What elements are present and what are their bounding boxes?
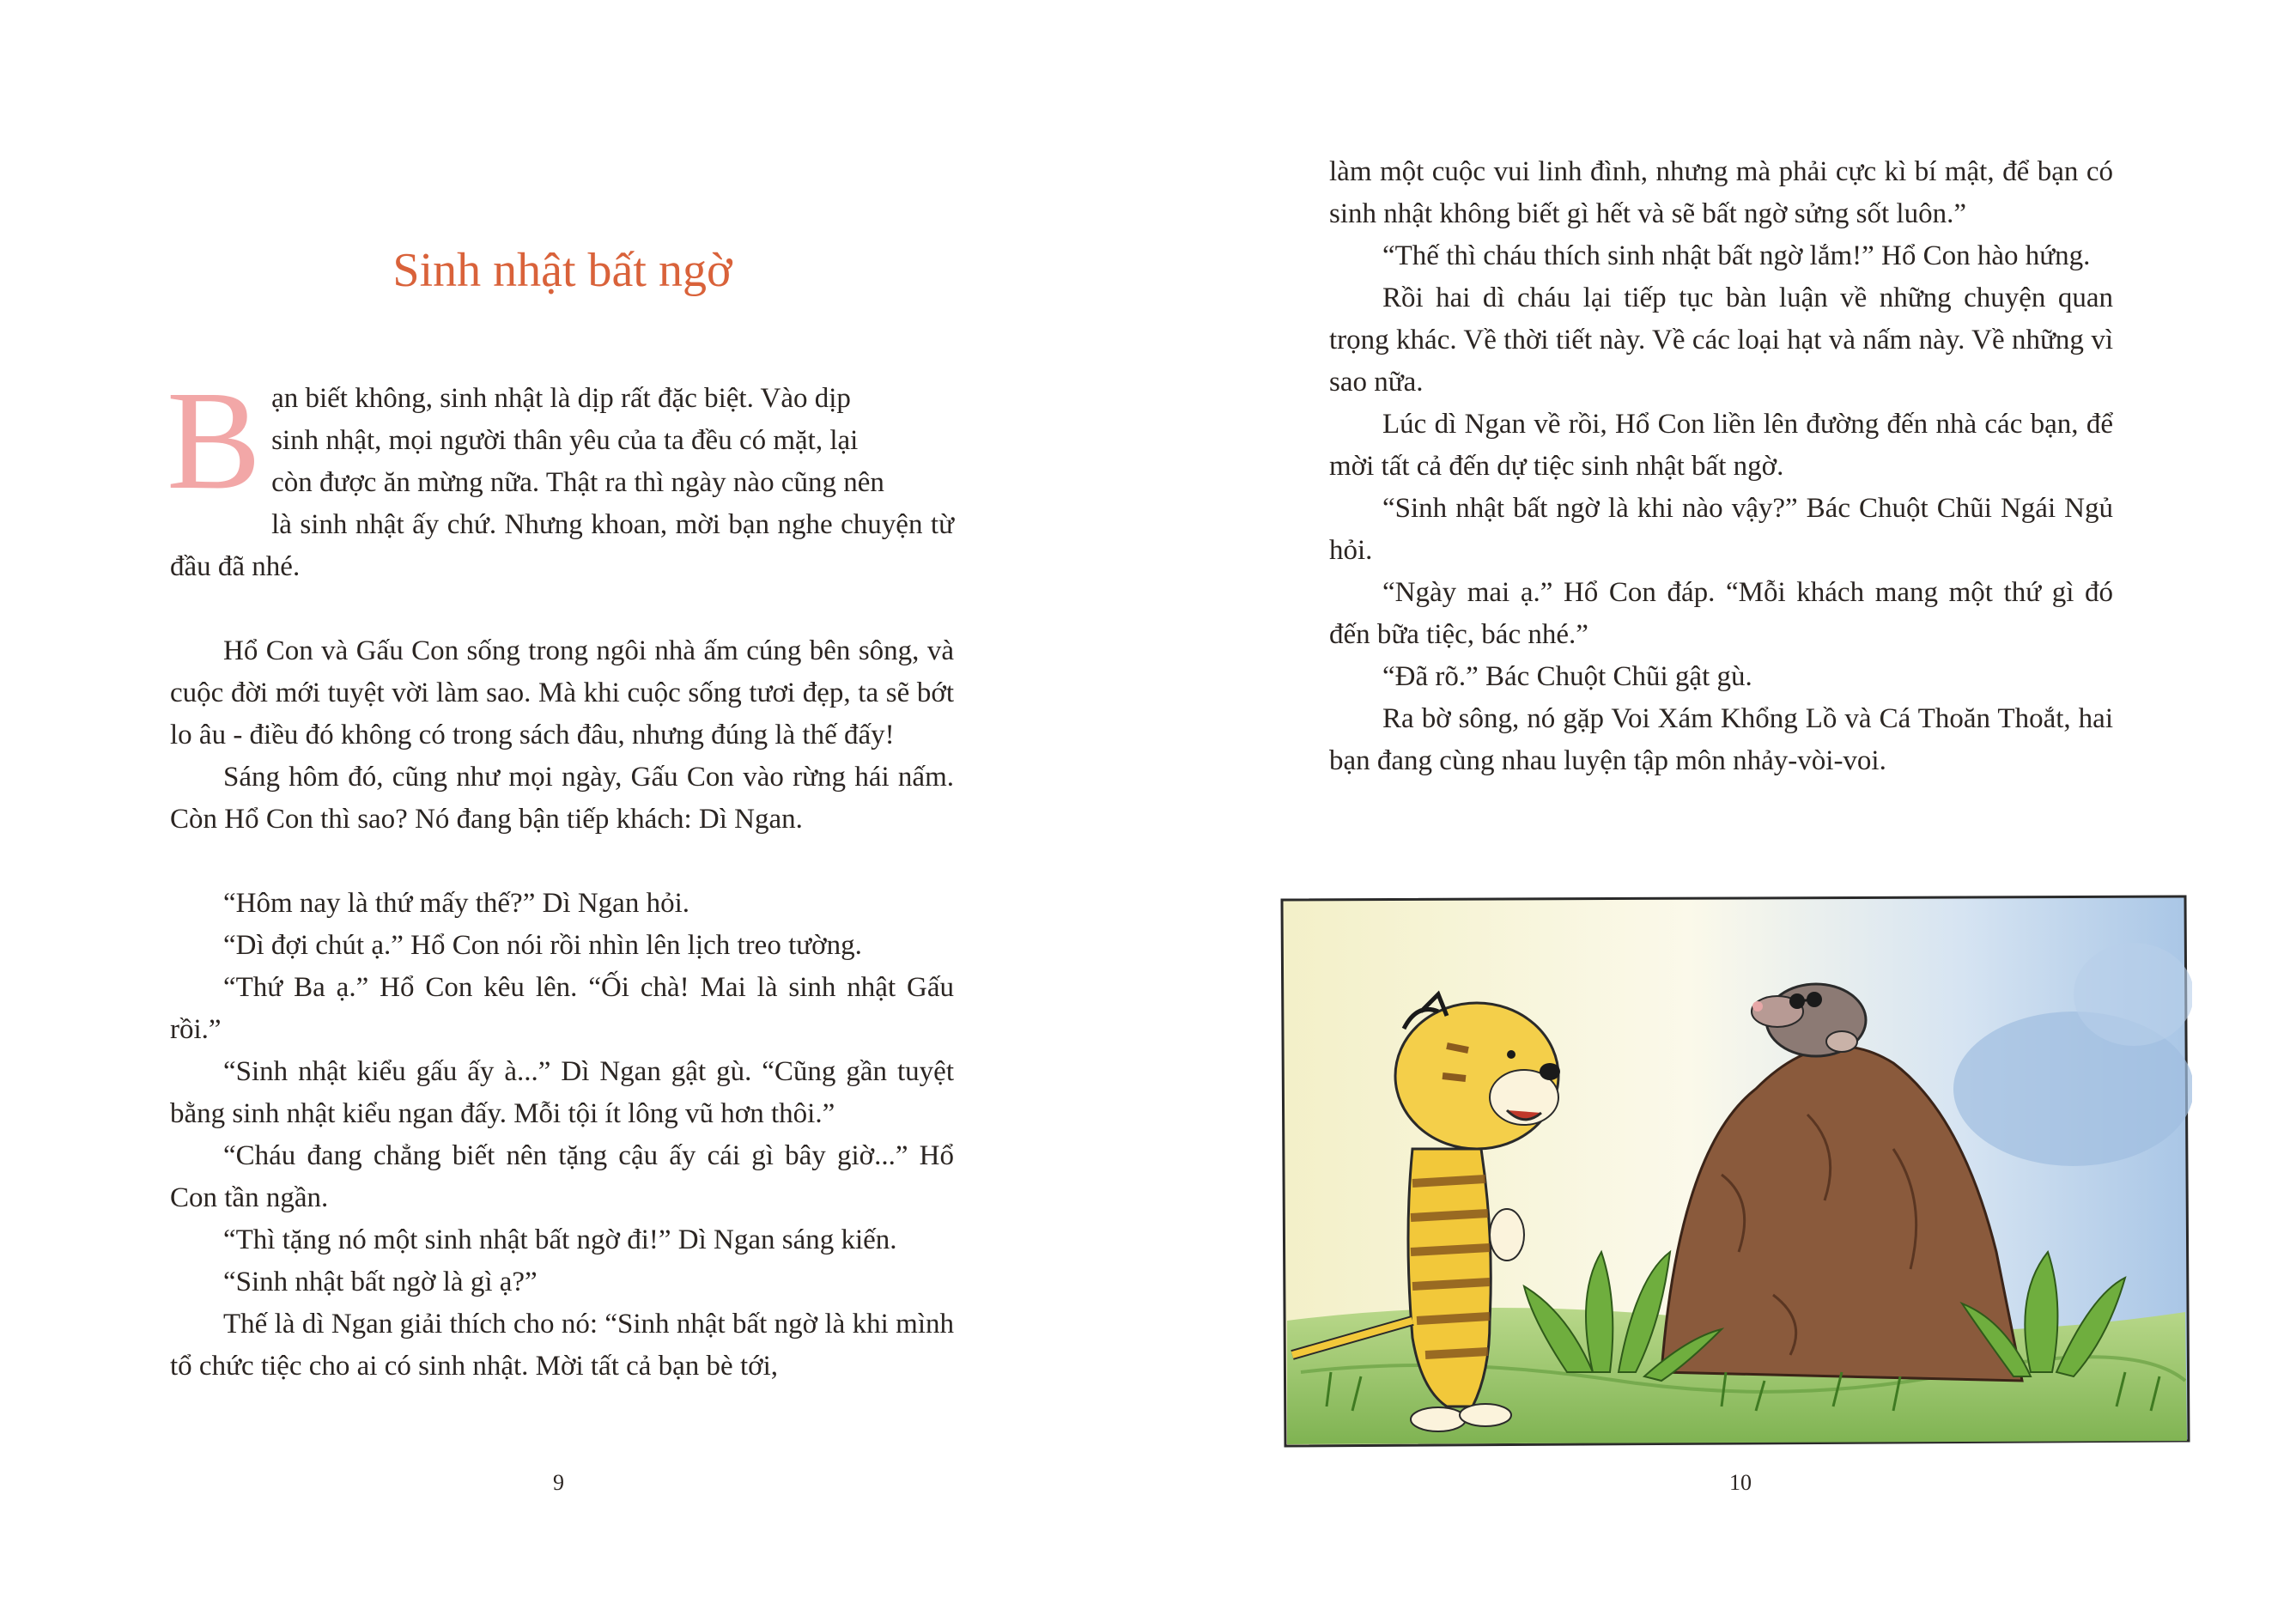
paragraph: “Ngày mai ạ.” Hổ Con đáp. “Mỗi khách mang một thứ gì đó đến bữa tiệc, bác nhé.”: [1329, 577, 2113, 650]
continuation-paragraph: làm một cuộc vui linh đình, nhưng mà phải cực kì bí mật, để bạn có sinh nhật không biết gì hết và sẽ bất ngờ sửng sốt luôn.”: [1329, 156, 2113, 229]
intro-line-2: sinh nhật, mọi người thân yêu của ta đều có mặt, lại: [271, 425, 859, 456]
left-page-text: [167, 361, 954, 1388]
paragraph: Rồi hai dì cháu lại tiếp tục bàn luận về những chuyện quan trọng khác. Về thời tiết này. Về các loại hạt và nấm này. Về những vì sao nữa.: [1329, 283, 2113, 398]
paragraph: “Đã rõ.” Bác Chuột Chũi gật gù.: [1382, 661, 1752, 692]
dialogue-line: “Thì tặng nó một sinh nhật bất ngờ đi!” Dì Ngan sáng kiến.: [223, 1224, 897, 1255]
intro-line-3: còn được ăn mừng nữa. Thật ra thì ngày nào cũng nên: [271, 467, 884, 498]
intro-paragraph: [167, 361, 954, 588]
page-number-right: 10: [1729, 1470, 1752, 1495]
dialogue-line: “Dì đợi chút ạ.” Hổ Con nói rồi nhìn lên lịch treo tường.: [223, 930, 862, 961]
intro-tail: là sinh nhật ấy chứ. Nhưng khoan, mời bạn nghe chuyện từ đầu đã nhé.: [170, 509, 954, 582]
story-illustration: [1275, 891, 2192, 1449]
paragraph: “Thế thì cháu thích sinh nhật bất ngờ lắm!” Hổ Con hào hứng.: [1382, 240, 2091, 271]
chapter-title: Sinh nhật bất ngờ: [392, 244, 732, 297]
paragraph-2: Hổ Con và Gấu Con sống trong ngôi nhà ấm cúng bên sông, và cuộc đời mới tuyệt vời làm sao. Mà khi cuộc sống tươi đẹp, ta sẽ bớt lo âu - điều đó không có trong sách đâu, nhưng đúng là thế đấy!: [170, 635, 954, 750]
dialogue-line: Thế là dì Ngan giải thích cho nó: “Sinh nhật bất ngờ là khi mình tổ chức tiệc cho ai có sinh nhật. Mời tất cả bạn bè tới,: [170, 1309, 954, 1382]
right-page: [1148, 0, 2296, 1610]
dialogue-line: “Cháu đang chẳng biết nên tặng cậu ấy cái gì bây giờ...” Hổ Con tần ngần.: [170, 1140, 954, 1213]
drop-cap: B: [167, 361, 262, 519]
dialogue-line: “Hôm nay là thứ mấy thế?” Dì Ngan hỏi.: [223, 888, 689, 919]
paragraph: Ra bờ sông, nó gặp Voi Xám Khổng Lồ và Cá Thoăn Thoắt, hai bạn đang cùng nhau luyện tập môn nhảy-vòi-voi.: [1329, 703, 2113, 776]
dialogue-line: “Sinh nhật kiểu gấu ấy à...” Dì Ngan gật gù. “Cũng gần tuyệt bằng sinh nhật kiểu ngan đấy. Mỗi tội ít lông vũ hơn thôi.”: [170, 1056, 954, 1129]
paragraph-3: Sáng hôm đó, cũng như mọi ngày, Gấu Con vào rừng hái nấm. Còn Hổ Con thì sao? Nó đang bận tiếp khách: Dì Ngan.: [170, 762, 954, 835]
paragraph: Lúc dì Ngan về rồi, Hổ Con liền lên đường đến nhà các bạn, để mời tất cả đến dự tiệc sinh nhật bất ngờ.: [1329, 409, 2113, 482]
dialogue-line: “Thứ Ba ạ.” Hổ Con kêu lên. “Ối chà! Mai là sinh nhật Gấu rồi.”: [170, 972, 954, 1045]
paragraph: “Sinh nhật bất ngờ là khi nào vậy?” Bác Chuột Chũi Ngái Ngủ hỏi.: [1329, 493, 2113, 566]
dialogue-line: “Sinh nhật bất ngờ là gì ạ?”: [223, 1267, 538, 1297]
intro-line-1: ạn biết không, sinh nhật là dịp rất đặc biệt. Vào dịp: [271, 383, 851, 414]
page-number-left: 9: [553, 1470, 564, 1495]
right-page-text: [1329, 151, 2113, 782]
tiger-and-mole-illustration: [1275, 891, 2192, 1449]
